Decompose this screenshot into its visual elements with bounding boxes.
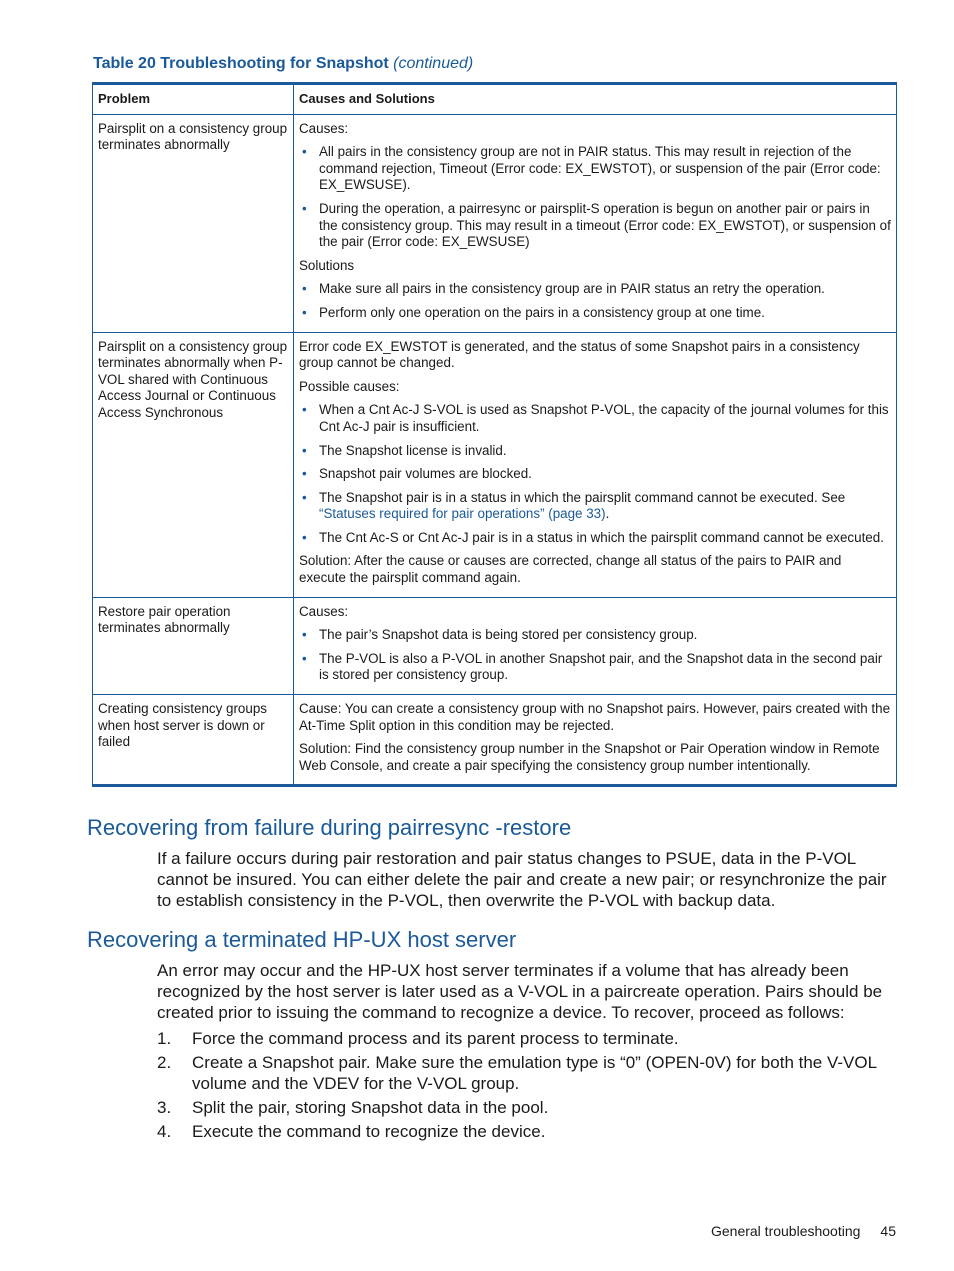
bullet-list (299, 281, 891, 321)
step-number: 2. (157, 1053, 172, 1072)
list-item: • Make sure all pairs in the consistency group are in PAIR status an retry the operation. (299, 281, 891, 298)
cell-text: Causes: (299, 120, 349, 136)
list-item-text: The Snapshot pair is in a status in which the pairsplit command cannot be executed. See (319, 489, 846, 505)
list-item: • Snapshot pair volumes are blocked. (299, 466, 891, 483)
cell-text: Causes: (299, 603, 349, 619)
bullet-list (299, 402, 891, 546)
list-item: • All pairs in the consistency group are not in PAIR status. This may result in rejection of the command rejection, Timeout (Error code: EX_EWSTOT), or suspension of the pair (Error code: EX_EWSUSE). (299, 144, 891, 194)
troubleshooting-table (92, 82, 897, 787)
list-item (157, 1028, 899, 1049)
footer-section-title: General troubleshooting (710, 1223, 861, 1239)
list-item: • When a Cnt Ac-J S-VOL is used as Snapshot P-VOL, the capacity of the journal volumes for this Cnt Ac-J pair is insufficient. (299, 402, 891, 435)
list-item (157, 1121, 899, 1142)
list-item (157, 1097, 899, 1118)
list-item (157, 1052, 899, 1094)
solution-cell (294, 597, 897, 694)
problem-cell: Creating consistency groups when host server is down or failed (93, 695, 294, 786)
list-item: • The Cnt Ac-S or Cnt Ac-J pair is in a status in which the pairsplit command cannot be executed. (299, 530, 891, 547)
problem-cell: Pairsplit on a consistency group terminates abnormally (93, 114, 294, 332)
solution-cell (294, 332, 897, 597)
step-text: Create a Snapshot pair. Make sure the emulation type is “0” (OPEN-0V) for both the V-VOL volume and the VDEV for the V-VOL group. (192, 1053, 877, 1093)
cell-text: Solution: After the cause or causes are corrected, change all status of the pairs to PAIR and execute the pairsplit command again. (299, 553, 842, 586)
step-number: 1. (157, 1029, 172, 1048)
recovery-steps (157, 1028, 899, 1145)
bullet-list (299, 144, 891, 251)
list-item-end: . (605, 506, 610, 522)
problem-cell: Pairsplit on a consistency group terminates abnormally when P-VOL shared with Continuous Access Journal or Continuous Access Synchronous (93, 332, 294, 597)
page-footer (711, 1223, 896, 1239)
table-row (93, 695, 897, 786)
table-caption-title: Table 20 Troubleshooting for Snapshot (93, 55, 389, 72)
header-problem: Problem (93, 84, 294, 115)
table-caption-continued: (continued) (393, 55, 474, 72)
bullet-list (299, 627, 891, 684)
list-item (299, 490, 891, 523)
list-item: • Perform only one operation on the pairs in a consistency group at one time. (299, 305, 891, 322)
section-body-pairresync-restore: If a failure occurs during pair restoration and pair status changes to PSUE, data in the P-VOL cannot be insured. You can either delete the pair and create a new pair; or resynchronize the pair to establish consistency in the P-VOL, then overwrite the P-VOL with backup data. (157, 849, 887, 910)
solution-cell (294, 114, 897, 332)
table-header-row (93, 84, 897, 115)
step-number: 3. (157, 1098, 172, 1117)
cell-text: Solutions (299, 257, 355, 273)
section-heading-pairresync-restore: Recovering from failure during pairresync -restore (87, 815, 572, 840)
list-item: • During the operation, a pairresync or pairsplit-S operation is begun on another pair or pairs in the consistency group. This may result in a timeout (Error code: EX_EWSTOT), or suspension of the pair (Error code: EX_EWSUSE) (299, 201, 891, 251)
problem-cell: Restore pair operation terminates abnormally (93, 597, 294, 694)
step-number: 4. (157, 1122, 172, 1141)
list-item: • The P-VOL is also a P-VOL in another Snapshot pair, and the Snapshot data in the second pair is stored per consistency group. (299, 651, 891, 684)
table-caption (93, 55, 473, 73)
page-number: 45 (880, 1223, 896, 1239)
section-body-hpux-server: An error may occur and the HP-UX host server terminates if a volume that has already been recognized by the host server is later used as a V-VOL in a paircreate operation. Pairs should be created prior to issuing the command to recognize a device. To recover, proceed as follows: (157, 961, 883, 1022)
step-text: Execute the command to recognize the device. (192, 1122, 546, 1141)
step-text: Force the command process and its parent process to terminate. (192, 1029, 679, 1048)
cell-text: Error code EX_EWSTOT is generated, and the status of some Snapshot pairs in a consistency group cannot be changed. (299, 338, 860, 371)
statuses-page-link[interactable]: “Statuses required for pair operations” (page 33) (319, 506, 606, 522)
table-row (93, 114, 897, 332)
table-row (93, 332, 897, 597)
header-causes-solutions: Causes and Solutions (294, 84, 897, 115)
section-heading-hpux-server: Recovering a terminated HP-UX host server (87, 927, 517, 952)
list-item: • The Snapshot license is invalid. (299, 443, 891, 460)
table-row (93, 597, 897, 694)
step-text: Split the pair, storing Snapshot data in the pool. (192, 1098, 549, 1117)
solution-cell (294, 695, 897, 786)
list-item: • The pair’s Snapshot data is being stored per consistency group. (299, 627, 891, 644)
cell-text: Solution: Find the consistency group number in the Snapshot or Pair Operation window in Remote Web Console, and create a pair specifying the consistency group number intentionally. (299, 741, 880, 773)
cell-text: Cause: You can create a consistency group with no Snapshot pairs. However, pairs created with the At-Time Split option in this condition may be rejected. (299, 701, 891, 733)
cell-text: Possible causes: (299, 378, 400, 394)
